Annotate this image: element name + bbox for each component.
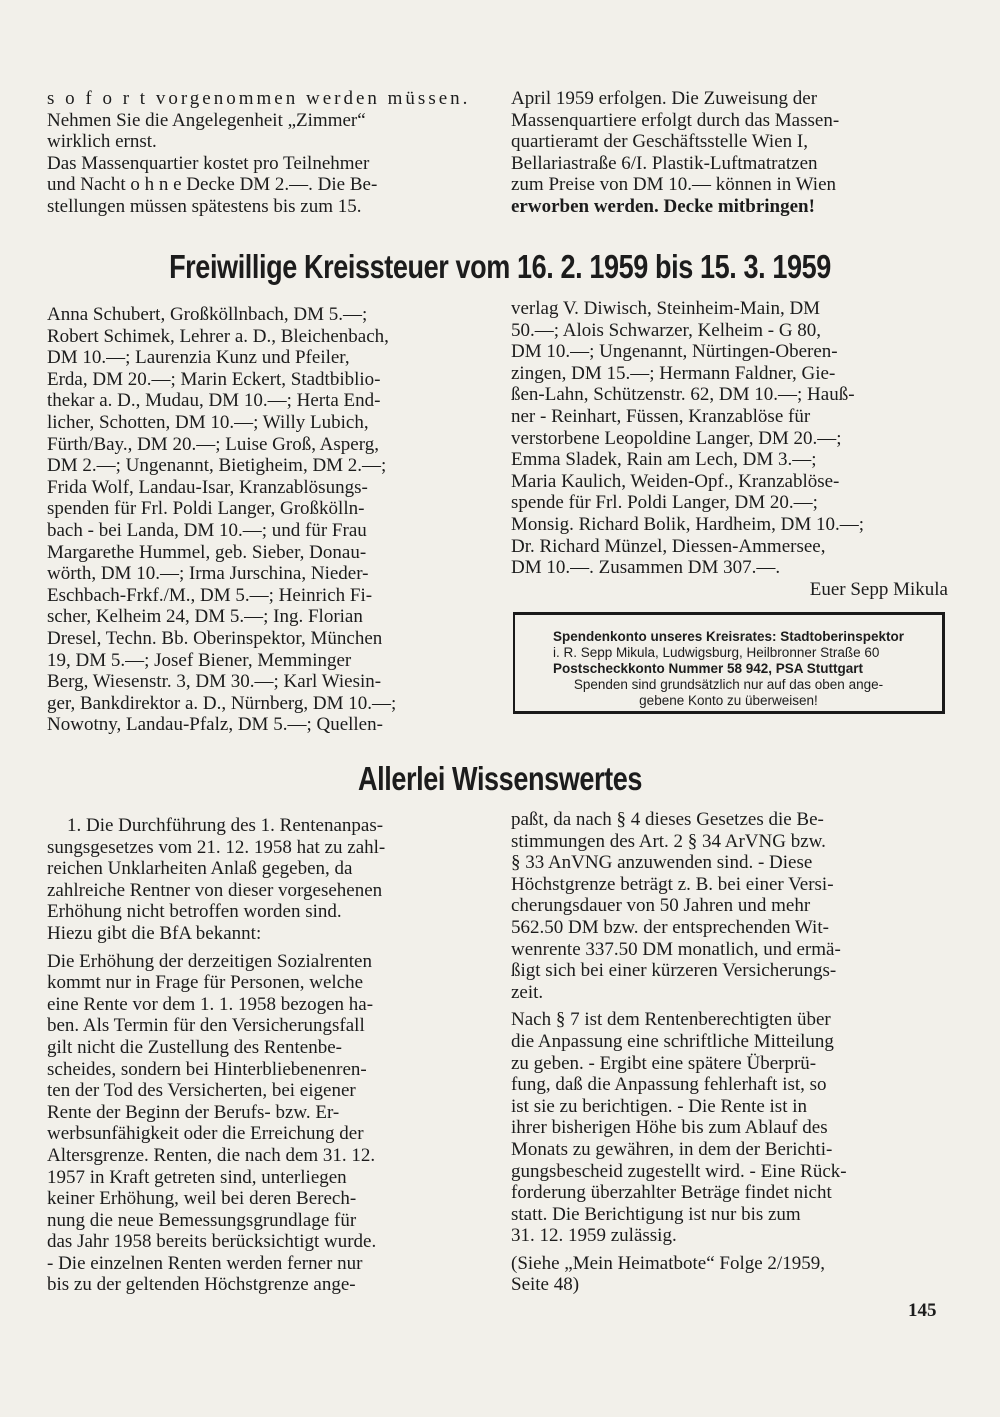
text-line: spende für Frl. Poldi Langer, DM 20.—; [511,492,818,514]
text-line: zingen, DM 15.—; Hermann Faldner, Gie- [511,362,836,384]
text-line: verlag V. Diwisch, Steinheim-Main, DM [511,298,821,319]
text-line: Erhöhung nicht betroffen worden sind. [47,901,342,923]
text-line: zu geben. - Ergibt eine spätere Überprü- [511,1052,817,1074]
text-line: ten der Tod des Versicherten, bei eigener [47,1080,356,1102]
top-left-column [47,88,484,218]
text-line: und Nacht o h n e Decke DM 2.—. Die Be- [47,174,378,196]
text-line: zum Preise von DM 10.— können in Wien [511,174,837,196]
text-line: licher, Schotten, DM 10.—; Willy Lubich, [47,411,369,433]
text-line: ßen-Lahn, Schützenstr. 62, DM 10.—; Hauß- [511,384,855,406]
top-right-column [511,88,948,218]
text-line: Berg, Wiesenstr. 3, DM 30.—; Karl Wiesin- [47,671,382,693]
text-line: DM 10.—. Zusammen DM 307.—. [511,557,781,579]
section-heading-wissenswertes: Allerlei Wissenswertes [357,760,643,797]
text-line: keiner Erhöhung, weil bei deren Berech- [47,1188,357,1210]
text-line: scheides, sondern bei Hinterbliebenenren- [47,1058,367,1080]
text-line: 31. 12. 1959 zulässig. [511,1225,677,1247]
text-line: DM 10.—; Ungenannt, Nürtingen-Oberen- [511,341,838,363]
text-line: 1957 in Kraft getreten sind, unterliegen [47,1166,347,1188]
text-line: Emma Sladek, Rain am Lech, DM 3.—; [511,449,817,471]
text-line: Nehmen Sie die Angelegenheit „Zimmer“ [47,109,366,131]
text-line: wirklich ernst. [47,131,157,153]
text-line: fung, daß die Anpassung fehlerhaft ist, so [511,1074,827,1096]
text-line: Monsig. Richard Bolik, Hardheim, DM 10.—; [511,513,865,535]
text-line: Höchstgrenze beträgt z. B. bei einer Versi- [511,873,834,895]
text-line: Robert Schimek, Lehrer a. D., Bleichenbach, [47,325,389,347]
text-line: sungsgesetzes vom 21. 12. 1958 hat zu zahl- [47,836,386,858]
box-line: i. R. Sepp Mikula, Ludwigsburg, Heilbronner Straße 60 [552,645,880,660]
info-right-column [511,809,948,1296]
donations-left-column [47,304,484,736]
text-line: Nowotny, Landau-Pfalz, DM 5.—; Quellen- [47,714,383,736]
text-line: Nach § 7 ist dem Rentenberechtigten über [511,1009,831,1031]
text-line: Altersgrenze. Renten, die nach dem 31. 12. [47,1144,376,1166]
section-heading-kreissteuer: Freiwillige Kreissteuer vom 16. 2. 1959 bis 15. 3. 1959 [169,248,831,285]
text-line: bis zu der geltenden Höchstgrenze ange- [47,1274,356,1296]
text-line: Margarethe Hummel, geb. Sieber, Donau- [47,541,367,563]
text-line: Erda, DM 20.—; Marin Eckert, Stadtbiblio- [47,368,381,390]
text-line: 19, DM 5.—; Josef Biener, Memminger [47,649,352,671]
text-line: paßt, da nach § 4 dieses Gesetzes die Be- [511,809,824,830]
text-line: reichen Unklarheiten Anlaß gegeben, da [47,858,353,880]
text-line: scher, Kelheim 24, DM 5.—; Ing. Florian [47,606,363,628]
text-line: Anna Schubert, Großköllnbach, DM 5.—; [47,304,368,325]
box-line: Spenden sind grundsätzlich nur auf das oben ange- [573,677,884,692]
text-line: 562.50 DM bzw. der entsprechenden Wit- [511,916,829,938]
text-line: zeit. [511,981,544,1003]
donations-right-column [511,298,948,600]
text-line: Rente der Beginn der Berufs- bzw. Er- [47,1101,340,1123]
text-line: stimmungen des Art. 2 § 34 ArVNG bzw. [511,830,826,852]
info-left-column [47,815,484,1296]
text-line: Seite 48) [511,1274,580,1296]
text-line: (Siehe „Mein Heimatbote“ Folge 2/1959, [511,1252,825,1274]
page-number: 145 [908,1300,937,1321]
text-line: gungsbescheid zugestellt wird. - Eine Rück- [511,1160,847,1182]
text-line: DM 10.—; Laurenzia Kunz und Pfeiler, [47,347,350,369]
text-line: thekar a. D., Mudau, DM 10.—; Herta End- [47,390,381,412]
text-line: - Die einzelnen Renten werden ferner nur [47,1252,363,1274]
text-line: nung die neue Bemessungsgrundlage für [47,1209,357,1231]
text-line: ger, Bankdirektor a. D., Nürnberg, DM 10.—; [47,692,397,714]
text-line: 1. Die Durchführung des 1. Rentenanpas- [67,815,384,836]
box-line: Spendenkonto unseres Kreisrates: Stadtoberinspektor [552,629,905,644]
text-line: ist sie zu berichtigen. - Die Rente ist in [511,1095,808,1117]
text-line: stellungen müssen spätestens bis zum 15. [47,195,362,217]
text-line: zahlreiche Rentner von dieser vorgesehenen [47,879,383,901]
text-line: Massenquartiere erfolgt durch das Massen- [511,109,840,131]
text-line: verstorbene Leopoldine Langer, DM 20.—; [511,427,842,449]
text-line: 50.—; Alois Schwarzer, Kelheim - G 80, [511,319,822,341]
text-line: das Jahr 1958 bereits berücksichtigt wurde. [47,1231,377,1253]
text-line: ihrer bisherigen Höhe bis zum Ablauf des [511,1117,828,1139]
text-line: Dr. Richard Münzel, Diessen-Ammersee, [511,535,826,557]
box-line: Postscheckkonto Nummer 58 942, PSA Stuttgart [552,661,864,676]
text-line: Dresel, Techn. Bb. Oberinspektor, München [47,627,383,649]
text-line: wörth, DM 10.—; Irma Jurschina, Nieder- [47,563,369,585]
text-line: Hiezu gibt die BfA bekannt: [47,922,262,944]
text-line: Eschbach-Frkf./M., DM 5.—; Heinrich Fi- [47,584,373,606]
text-line: werbsunfähigkeit oder die Erreichung der [47,1123,364,1145]
text-line: gilt nicht die Zustellung des Rentenbe- [47,1036,342,1058]
text-line: quartieramt der Geschäftsstelle Wien I, [511,131,808,153]
text-line: wenrente 337.50 DM monatlich, und ermä- [511,938,841,960]
text-line: Bellariastraße 6/I. Plastik-Luftmatratzen [511,152,818,174]
text-line: Monats zu gewähren, in dem der Berichti- [511,1138,833,1160]
text-line: Maria Kaulich, Weiden-Opf., Kranzablöse- [511,470,840,492]
text-line: DM 2.—; Ungenannt, Bietigheim, DM 2.—; [47,455,387,477]
text-line: Fürth/Bay., DM 20.—; Luise Groß, Asperg, [47,433,379,455]
text-line: spenden für Frl. Poldi Langer, Großkölln- [47,498,365,520]
text-line: die Anpassung eine schriftliche Mitteilung [511,1030,834,1052]
text-line: eine Rente vor dem 1. 1. 1958 bezogen ha- [47,993,374,1015]
text-line: ben. Als Termin für den Versicherungsfall [47,1015,365,1037]
text-line: April 1959 erfolgen. Die Zuweisung der [511,88,818,109]
text-line: ßigt sich bei einer kürzeren Versicherungs- [511,960,837,982]
text-line: § 33 AnVNG anzuwenden sind. - Diese [511,852,813,874]
text-line: erworben werden. Decke mitbringen! [511,195,815,217]
text-line: cherungsdauer von 50 Jahren und mehr [511,895,811,917]
signature: Euer Sepp Mikula [809,578,948,600]
text-line: Die Erhöhung der derzeitigen Sozialrenten [47,950,372,972]
text-line: kommt nur in Frage für Personen, welche [47,972,364,994]
text-line: forderung überzahlter Beträge findet nicht [511,1182,832,1204]
text-line: Das Massenquartier kostet pro Teilnehmer [47,152,370,174]
box-line: gebene Konto zu überweisen! [639,693,818,708]
text-line: s o f o r t vorgenommen werden müssen. [47,88,471,109]
text-line: Frida Wolf, Landau-Isar, Kranzablösungs- [47,476,368,498]
text-line: statt. Die Berichtigung ist nur bis zum [511,1203,801,1225]
donation-account-box [513,612,945,714]
text-line: ner - Reinhart, Füssen, Kranzablöse für [511,405,811,427]
text-line: bach - bei Landa, DM 10.—; und für Frau [47,519,367,541]
